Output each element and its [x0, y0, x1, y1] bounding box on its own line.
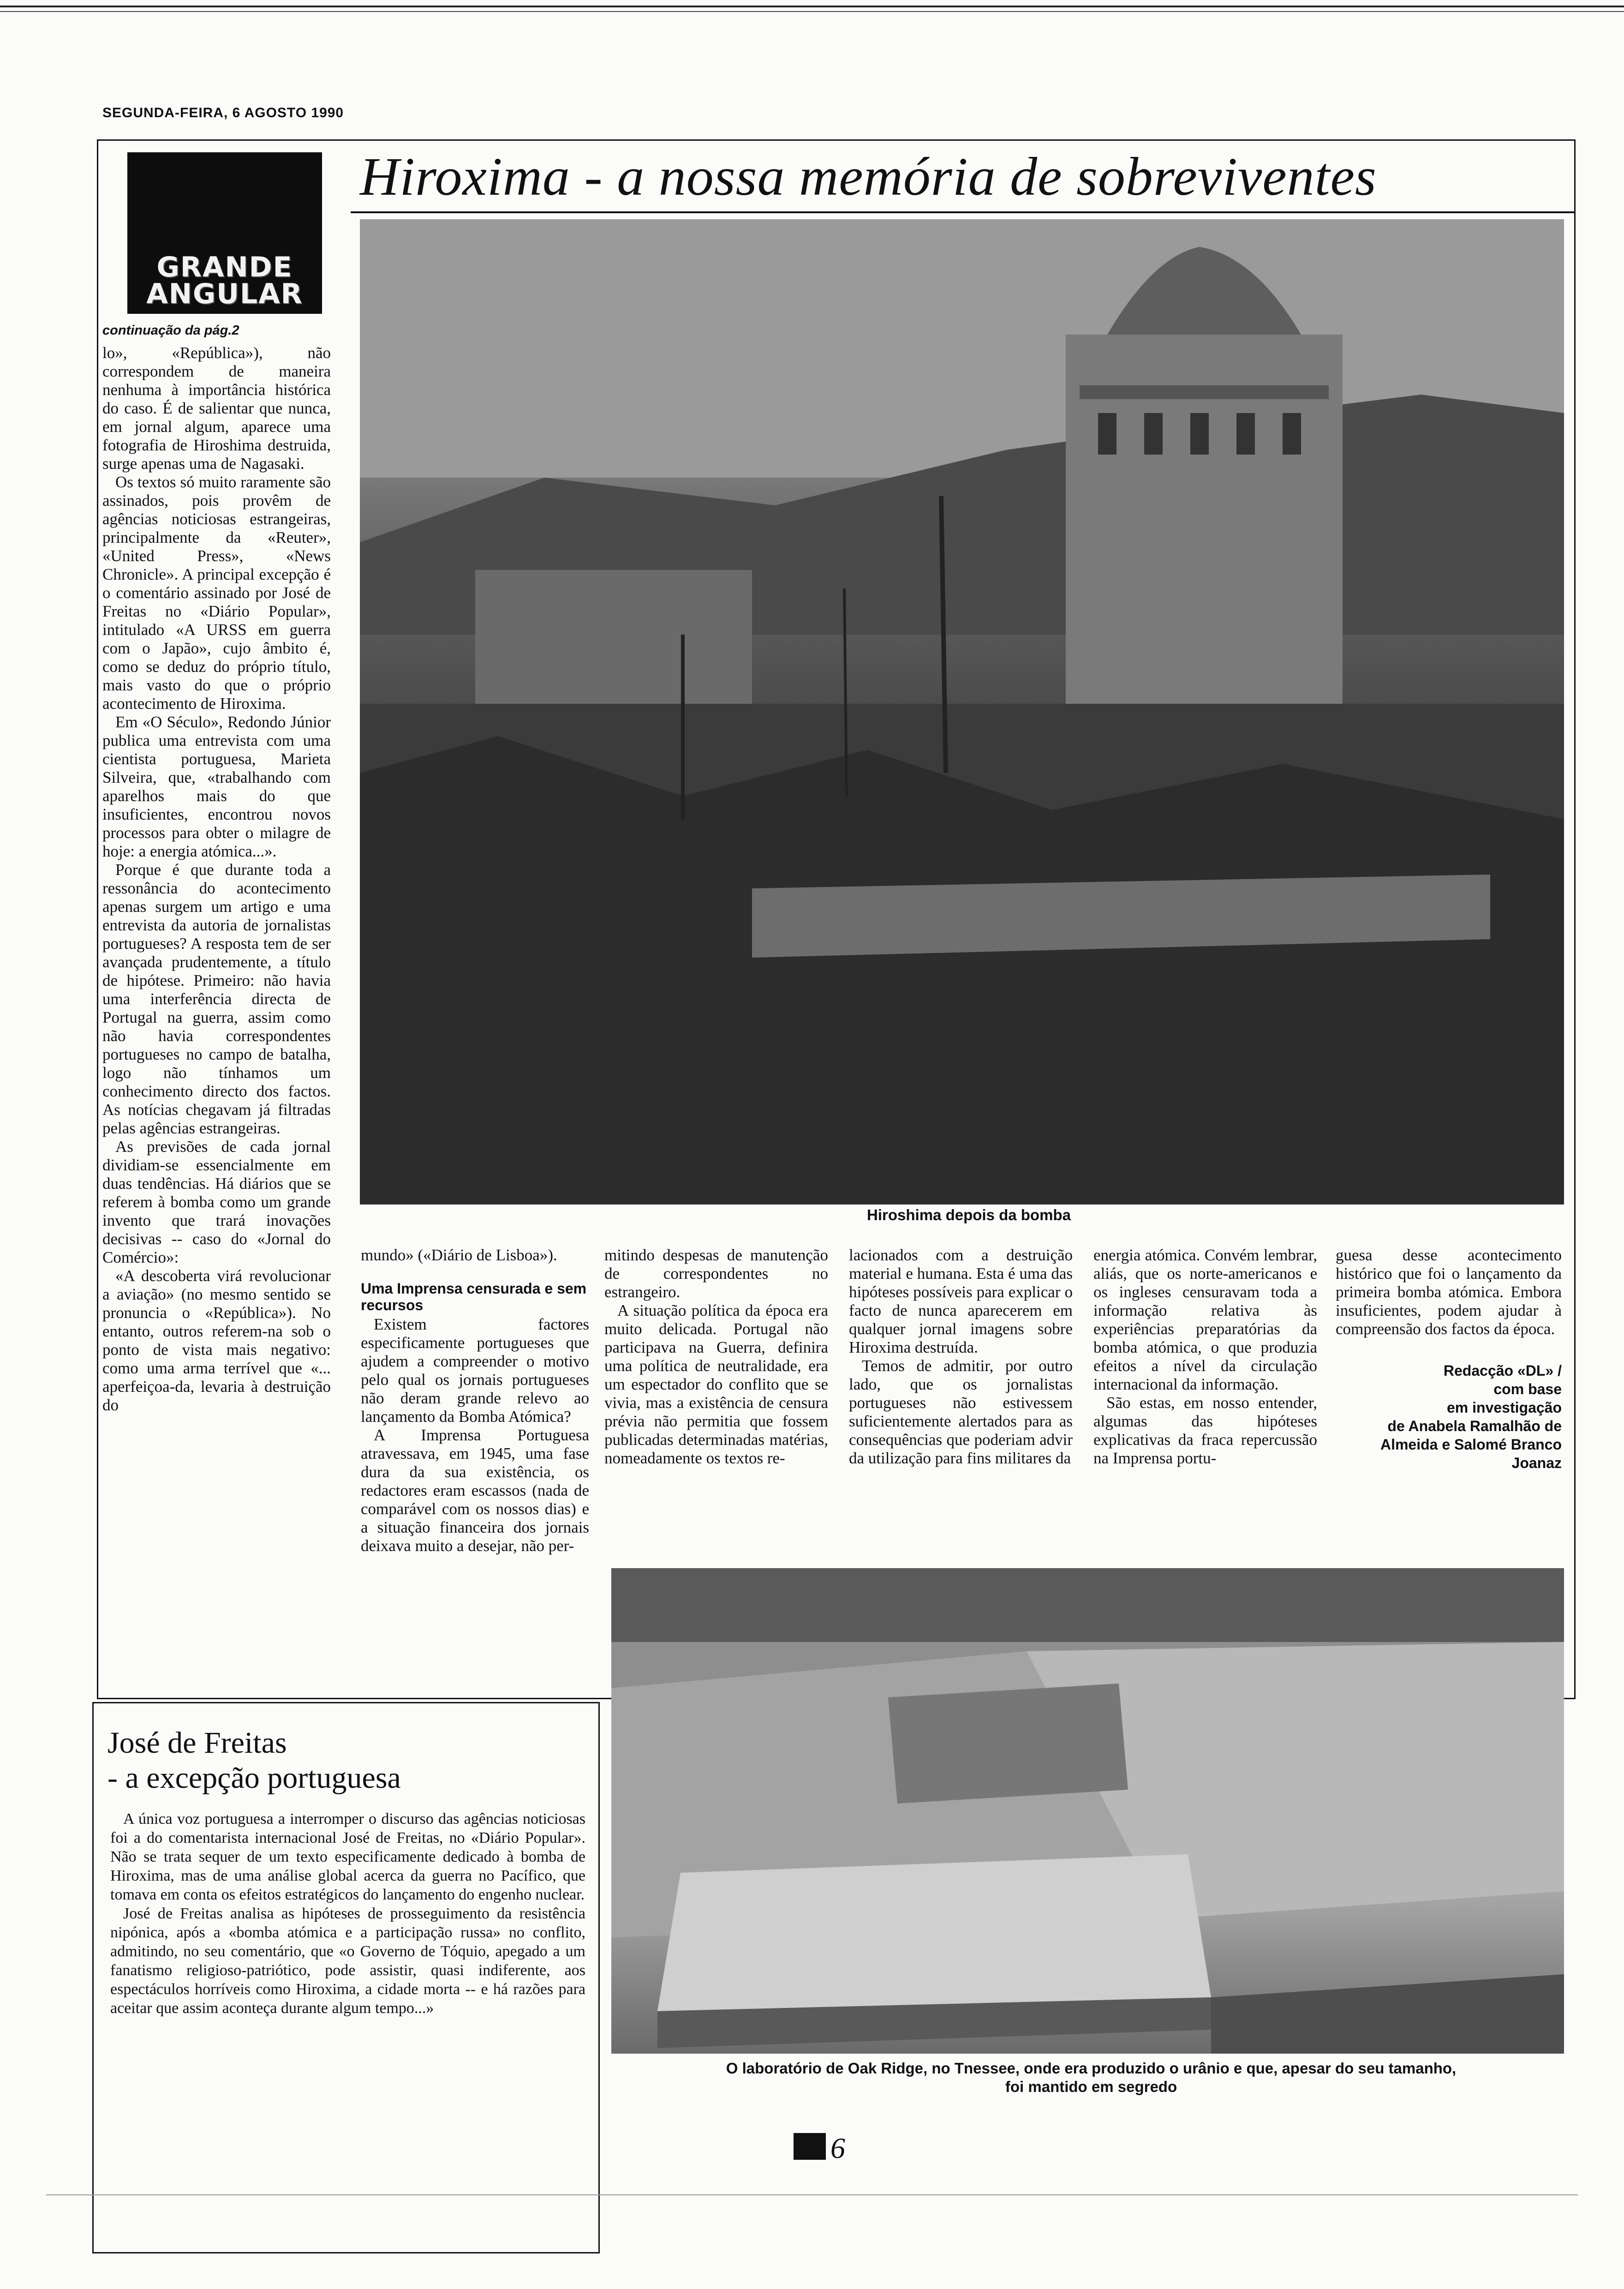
- credit-line: com base: [1493, 1381, 1562, 1397]
- photo-oak-ridge-caption: [616, 2059, 1566, 2096]
- credit-line: Almeida e Salomé Branco: [1380, 1436, 1562, 1453]
- headline: Hiroxima - a nossa memória de sobreviventes: [360, 146, 1377, 207]
- sidebar-body: [110, 1810, 585, 2018]
- col2-paragraph: mundo» («Diário de Lisboa»).: [361, 1246, 557, 1264]
- photo-hiroshima-caption: Hiroshima depois da bomba: [867, 1206, 1071, 1223]
- caption-line: foi mantido em segredo: [1005, 2078, 1177, 2095]
- photo-oak-ridge: [611, 1568, 1564, 2054]
- article-column-6: [1336, 1246, 1562, 1472]
- credit-line: Joanaz: [1511, 1455, 1562, 1471]
- col2-paragraph: A Imprensa Portuguesa atravessava, em 1945, uma fase dura da sua existência, os redactores eram escassos (nada de comparável com os nossos dias) e a situação financeira dos jornais deixava muito a desejar, não per-: [361, 1426, 589, 1555]
- article-column-1: [102, 344, 331, 1414]
- top-rule: [0, 6, 1624, 7]
- article-column-4: [849, 1246, 1073, 1468]
- photo-oak-ridge-illustration: [611, 1568, 1564, 2054]
- col1-paragraph: As previsões de cada jornal dividiam-se essencialmente em duas tendências. Há diários que se referem à bomba como um grande invento que trará inovações decisivas -- caso do «Jornal do Comércio»:: [102, 1138, 331, 1266]
- top-rule-thin: [0, 11, 1624, 12]
- col4-paragraph: Temos de admitir, por outro lado, que os jornalistas portugueses não estivessem suficientemente alertados para as consequências que poderiam advir da utilização para fins militares da: [849, 1357, 1073, 1467]
- col5-paragraph: energia atómica. Convém lembrar, aliás, que os norte-americanos e os ingleses censuravam toda a informação relativa às experiências preparatórias da bomba atómica, o que produzia efeitos a nível da circulação internacional da informação.: [1093, 1246, 1317, 1393]
- page-number: 6: [830, 2132, 845, 2164]
- sidebar-title-line-2: - a excepção portuguesa: [107, 1761, 401, 1795]
- caption-line: O laboratório de Oak Ridge, no Tnessee, onde era produzido o urânio e que, apesar do seu tamanho,: [726, 2060, 1457, 2077]
- col6-paragraph: guesa desse acontecimento histórico que foi o lançamento da primeira bomba atómica. Embora insuficientes, podem ajudar à compreensão dos factos da época.: [1336, 1246, 1562, 1338]
- col4-paragraph: lacionados com a destruição material e humana. Esta é uma das hipóteses possíveis para explicar o facto de nunca aparecerem em qualquer jornal imagens sobre Hiroxima destruída.: [849, 1246, 1073, 1356]
- section-logo: [127, 152, 322, 314]
- article-column-2: [361, 1246, 589, 1555]
- col2-paragraph: Existem factores especificamente portugueses que ajudem a compreender o motivo pelo qual os jornais portugueses não deram grande relevo ao lançamento da Bomba Atómica?: [361, 1315, 589, 1426]
- sidebar-title-line-1: José de Freitas: [107, 1726, 287, 1760]
- col1-paragraph: «A descoberta virá revolucionar a aviação» (no mesmo sentido se pronuncia o «República»). No entanto, outros referem-na sob o ponto de vista mais negativo: como uma arma terrível que «... aperfeiçoa-da, levaria à destruição do: [102, 1267, 331, 1414]
- credit-line: em investigação: [1447, 1399, 1562, 1416]
- col5-paragraph: São estas, em nosso entender, algumas das hipóteses explicativas da fraca repercussão na Imprensa portu-: [1093, 1394, 1317, 1467]
- credit-line: Redacção «DL» /: [1443, 1362, 1562, 1379]
- col1-paragraph: lo», «República»), não correspondem de maneira nenhuma à importância histórica do caso. É de salientar que nunca, em jornal algum, aparece uma fotografia de Hiroshima destruida, surge apenas uma de Nagasaki.: [102, 344, 331, 473]
- headline-rule: [351, 211, 1576, 213]
- subhead: Uma Imprensa censurada e sem recursos: [361, 1280, 587, 1313]
- photo-hiroshima-ruins: [360, 219, 1564, 1204]
- col1-paragraph: Porque é que durante toda a ressonância do acontecimento apenas surgem um artigo e uma entrevista da autoria de jornalistas portugueses? A resposta tem de ser avançada prudentemente, a título de hipótese. Primeiro: não havia uma interferência directa de Portugal na guerra, assim como não havia correspondentes portugueses no campo de batalha, logo não tínhamos um conhecimento directo dos factos. As notícias chegavam já filtradas pelas agências estrangeiras.: [102, 861, 331, 1137]
- photo-hiroshima-illustration: [360, 219, 1564, 1204]
- sidebar-paragraph: A única voz portuguesa a interromper o discurso das agências noticiosas foi a do comentarista internacional José de Freitas, no «Diário Popular». Não se trata sequer de um texto especificamente dedicado à bomba de Hiroxima, mas de uma análise global acerca da guerra no Pacífico, que tomava em conta os efeitos estratégicos do lançamento do engenho nuclear.: [110, 1810, 585, 1903]
- article-column-5: [1093, 1246, 1317, 1468]
- col3-paragraph: mitindo despesas de manutenção de correspondentes no estrangeiro.: [604, 1246, 828, 1301]
- credit-line: de Anabela Ramalhão de: [1387, 1418, 1562, 1434]
- col1-paragraph: Em «O Século», Redondo Júnior publica uma entrevista com uma cientista portuguesa, Marieta Silveira, que, «trabalhando com aparelhos mais do que insuficientes, encontrou novos processos para obter o milagre de hoje: a energia atómica...».: [102, 713, 331, 860]
- sidebar-title: [107, 1726, 401, 1796]
- footer-rule: [46, 2194, 1578, 2195]
- col3-paragraph: A situação política da época era muito delicada. Portugal não participava na Guerra, definira uma política de neutralidade, era um espectador do conflito que se vivia, mas a existência de censura prévia não permitia que fossem publicadas determinadas matérias, nomeadamente os textos re-: [604, 1301, 828, 1467]
- section-logo-line-1: GRANDE: [156, 251, 293, 283]
- sidebar-paragraph: José de Freitas analisa as hipóteses de prosseguimento da resistência nipónica, após a «bomba atómica e a participação russa» no conflito, admitindo, no seu comentário, que «o Governo de Tóquio, apegado a um fanatismo religioso-patriótico, pode assistir, quasi indiferente, aos espectáculos horríveis como Hiroxima, a cidade morta -- e há razões para aceitar que assim aconteça durante algum tempo...»: [110, 1905, 585, 2017]
- article-credit: [1336, 1361, 1562, 1472]
- sidebar-box: [92, 1702, 600, 2253]
- newspaper-logo-icon: [794, 2133, 826, 2160]
- continued-note: continuação da pág.2: [102, 323, 239, 338]
- col1-paragraph: Os textos só muito raramente são assinados, pois provêm de agências noticiosas estrangeiras, principalmente da «Reuter», «United Press», «News Chronicle». A principal excepção é o comentário assinado por José de Freitas no «Diário Popular», intitulado «A URSS em guerra com o Japão», cujo âmbito é, como se deduz do próprio título, mais vasto do que o próprio acontecimento de Hiroxima.: [102, 473, 331, 713]
- dateline: SEGUNDA-FEIRA, 6 AGOSTO 1990: [102, 105, 344, 120]
- section-logo-line-2: ANGULAR: [146, 278, 303, 310]
- article-column-3: [604, 1246, 828, 1468]
- section-logo-label: [127, 251, 322, 310]
